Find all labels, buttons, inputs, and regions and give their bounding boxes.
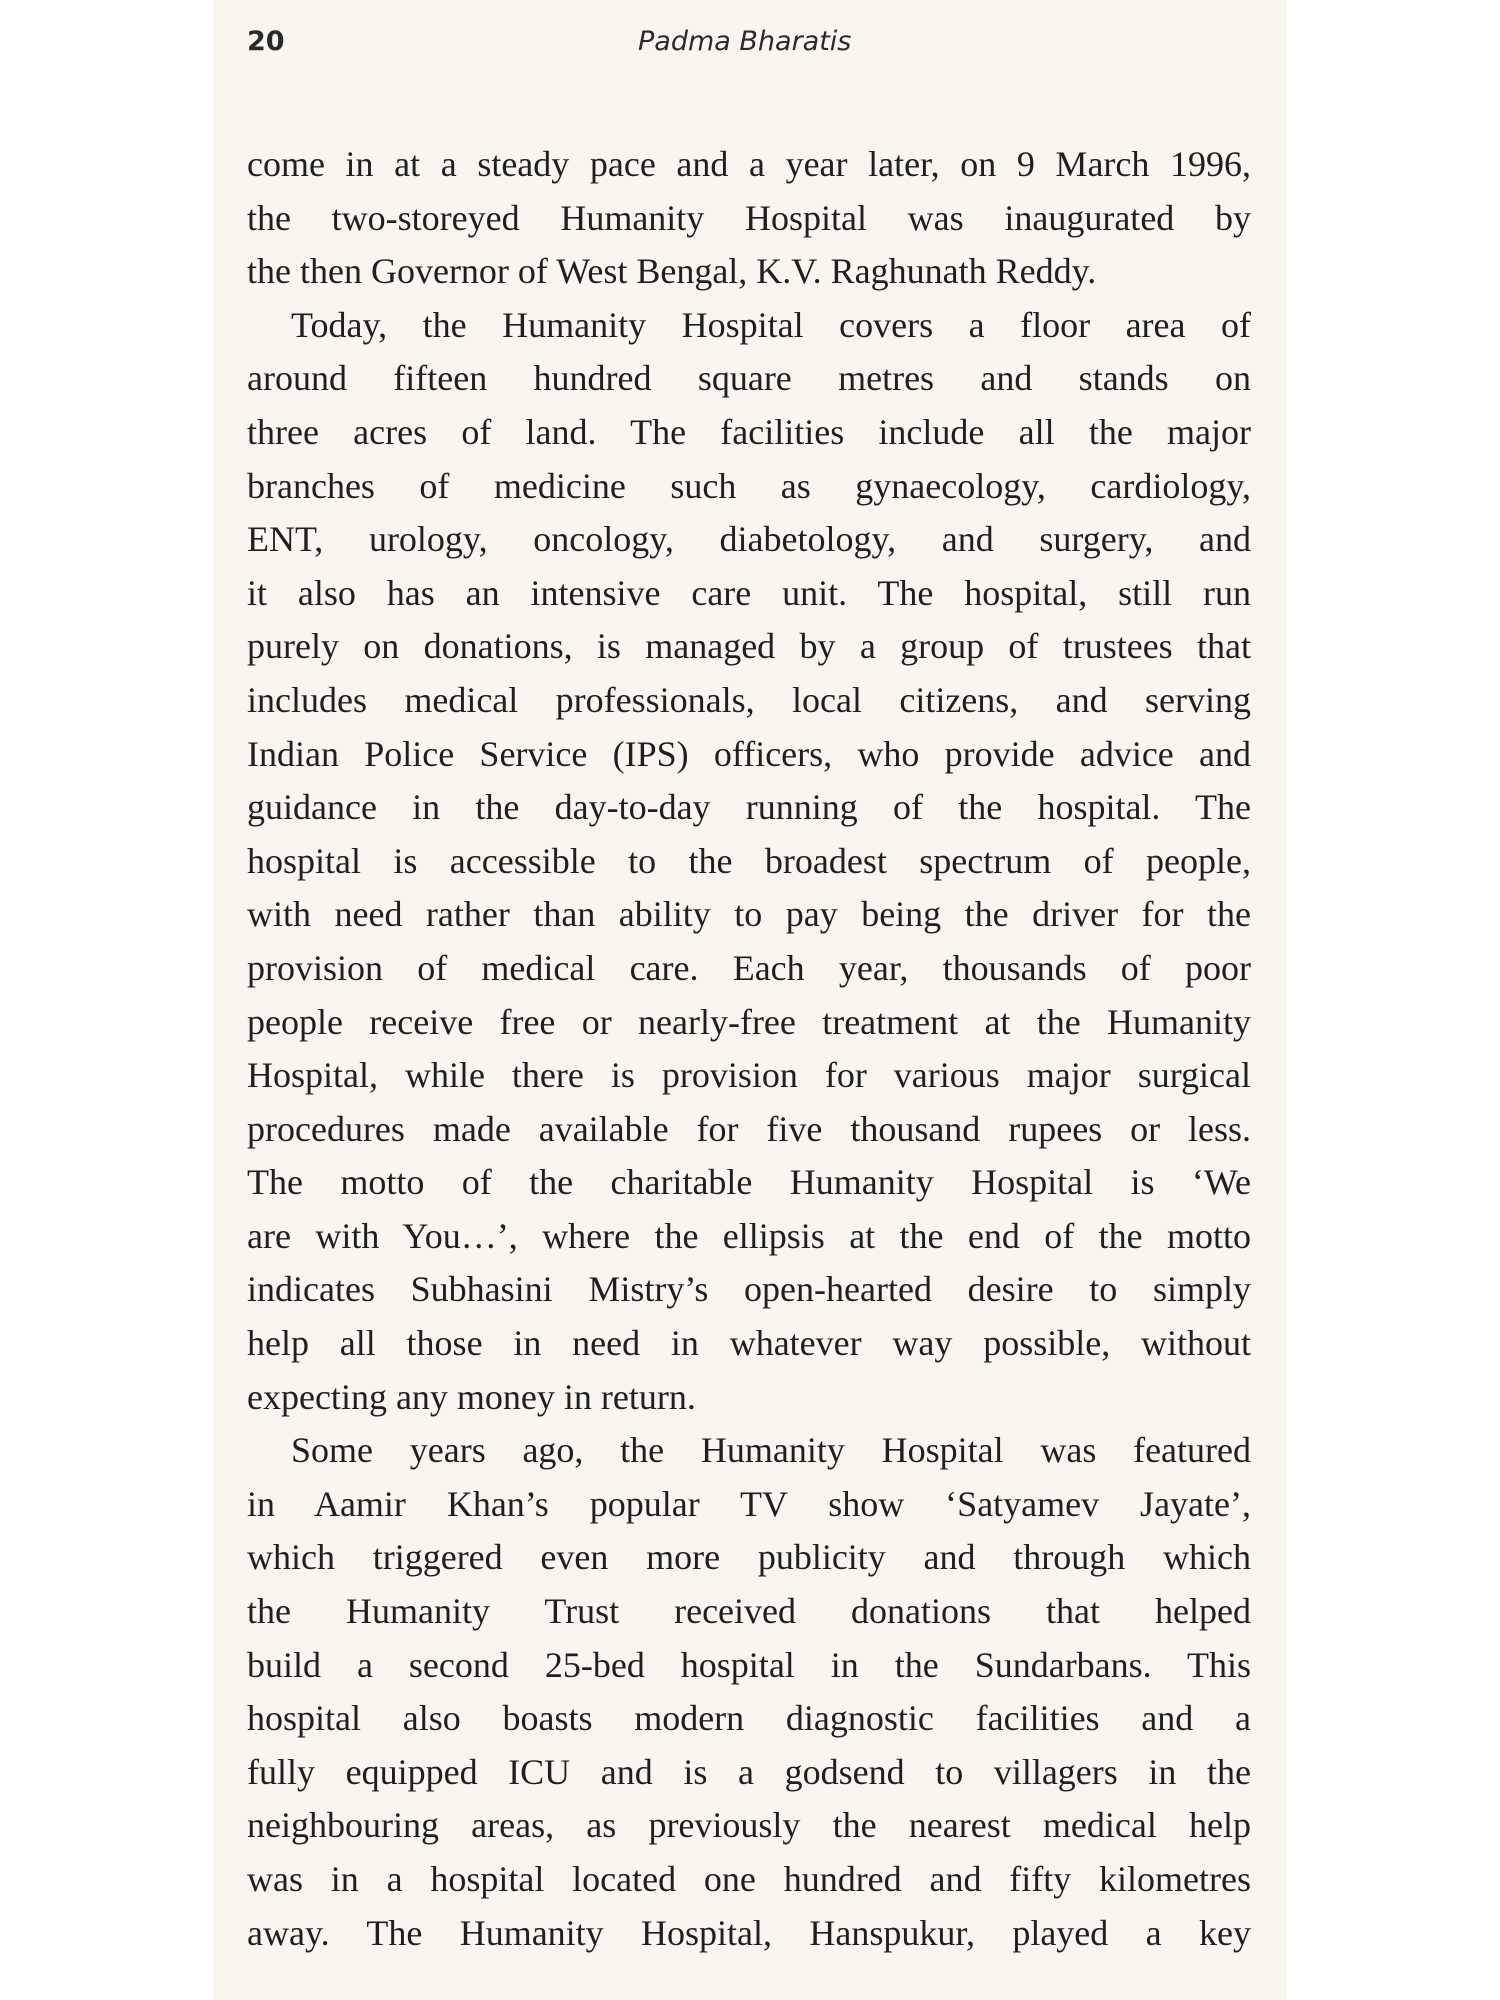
text-line: with need rather than ability to pay being the driver for the — [247, 894, 1251, 935]
text-line: come in at a steady pace and a year later, on 9 March 1996, — [247, 144, 1251, 184]
text-line: the two-storeyed Humanity Hospital was inaugurated by — [247, 197, 1251, 238]
text-line: hospital also boasts modern diagnostic facilities and a — [247, 1698, 1251, 1739]
text-line: it also has an intensive care unit. The hospital, still run — [247, 572, 1251, 613]
text-line: in Aamir Khan’s popular TV show ‘Satyamev Jayate’, — [247, 1483, 1251, 1524]
text-line: branches of medicine such as gynaecology, cardiology, — [247, 465, 1251, 506]
text-line: Some years ago, the Humanity Hospital was featured — [291, 1430, 1251, 1471]
text-line: help all those in need in whatever way possible, without — [247, 1323, 1251, 1364]
text-line: Indian Police Service (IPS) officers, who provide advice and — [247, 733, 1251, 774]
text-line: Hospital, while there is provision for various major surgical — [247, 1055, 1251, 1096]
text-line: Today, the Humanity Hospital covers a floor area of — [291, 304, 1251, 345]
body-text — [247, 138, 1251, 1960]
text-line: neighbouring areas, as previously the nearest medical help — [247, 1805, 1251, 1846]
text-line: around fifteen hundred square metres and stands on — [247, 358, 1251, 399]
text-line: was in a hospital located one hundred and fifty kilometres — [247, 1859, 1251, 1899]
text-line: the then Governor of West Bengal, K.V. Raghunath Reddy. — [247, 251, 1097, 292]
text-line: purely on donations, is managed by a group of trustees that — [247, 626, 1251, 667]
text-line: procedures made available for five thousand rupees or less. — [247, 1108, 1251, 1149]
running-head: Padma Bharatis — [638, 26, 852, 57]
text-line: The motto of the charitable Humanity Hospital is ‘We — [247, 1162, 1251, 1203]
text-line: ENT, urology, oncology, diabetology, and surgery, and — [247, 519, 1251, 560]
page-number: 20 — [247, 26, 285, 57]
text-line: includes medical professionals, local citizens, and serving — [247, 679, 1251, 720]
text-line: provision of medical care. Each year, thousands of poor — [247, 947, 1251, 988]
text-line: hospital is accessible to the broadest spectrum of people, — [247, 840, 1251, 881]
text-line: away. The Humanity Hospital, Hanspukur, played a key — [247, 1912, 1251, 1953]
text-line: are with You…’, where the ellipsis at the end of the motto — [247, 1215, 1251, 1256]
book-page — [213, 0, 1287, 2000]
text-line: people receive free or nearly-free treatment at the Humanity — [247, 1001, 1251, 1042]
text-line: build a second 25-bed hospital in the Sundarbans. This — [247, 1644, 1251, 1685]
text-line: fully equipped ICU and is a godsend to villagers in the — [247, 1751, 1251, 1792]
text-line: guidance in the day-to-day running of the hospital. The — [247, 787, 1251, 828]
page-header — [213, 26, 1287, 66]
text-line: three acres of land. The facilities include all the major — [247, 411, 1251, 452]
text-line: the Humanity Trust received donations that helped — [247, 1591, 1251, 1632]
text-line: expecting any money in return. — [247, 1376, 696, 1417]
text-line: indicates Subhasini Mistry’s open-hearted desire to simply — [247, 1269, 1251, 1310]
text-line: which triggered even more publicity and through which — [247, 1537, 1251, 1578]
